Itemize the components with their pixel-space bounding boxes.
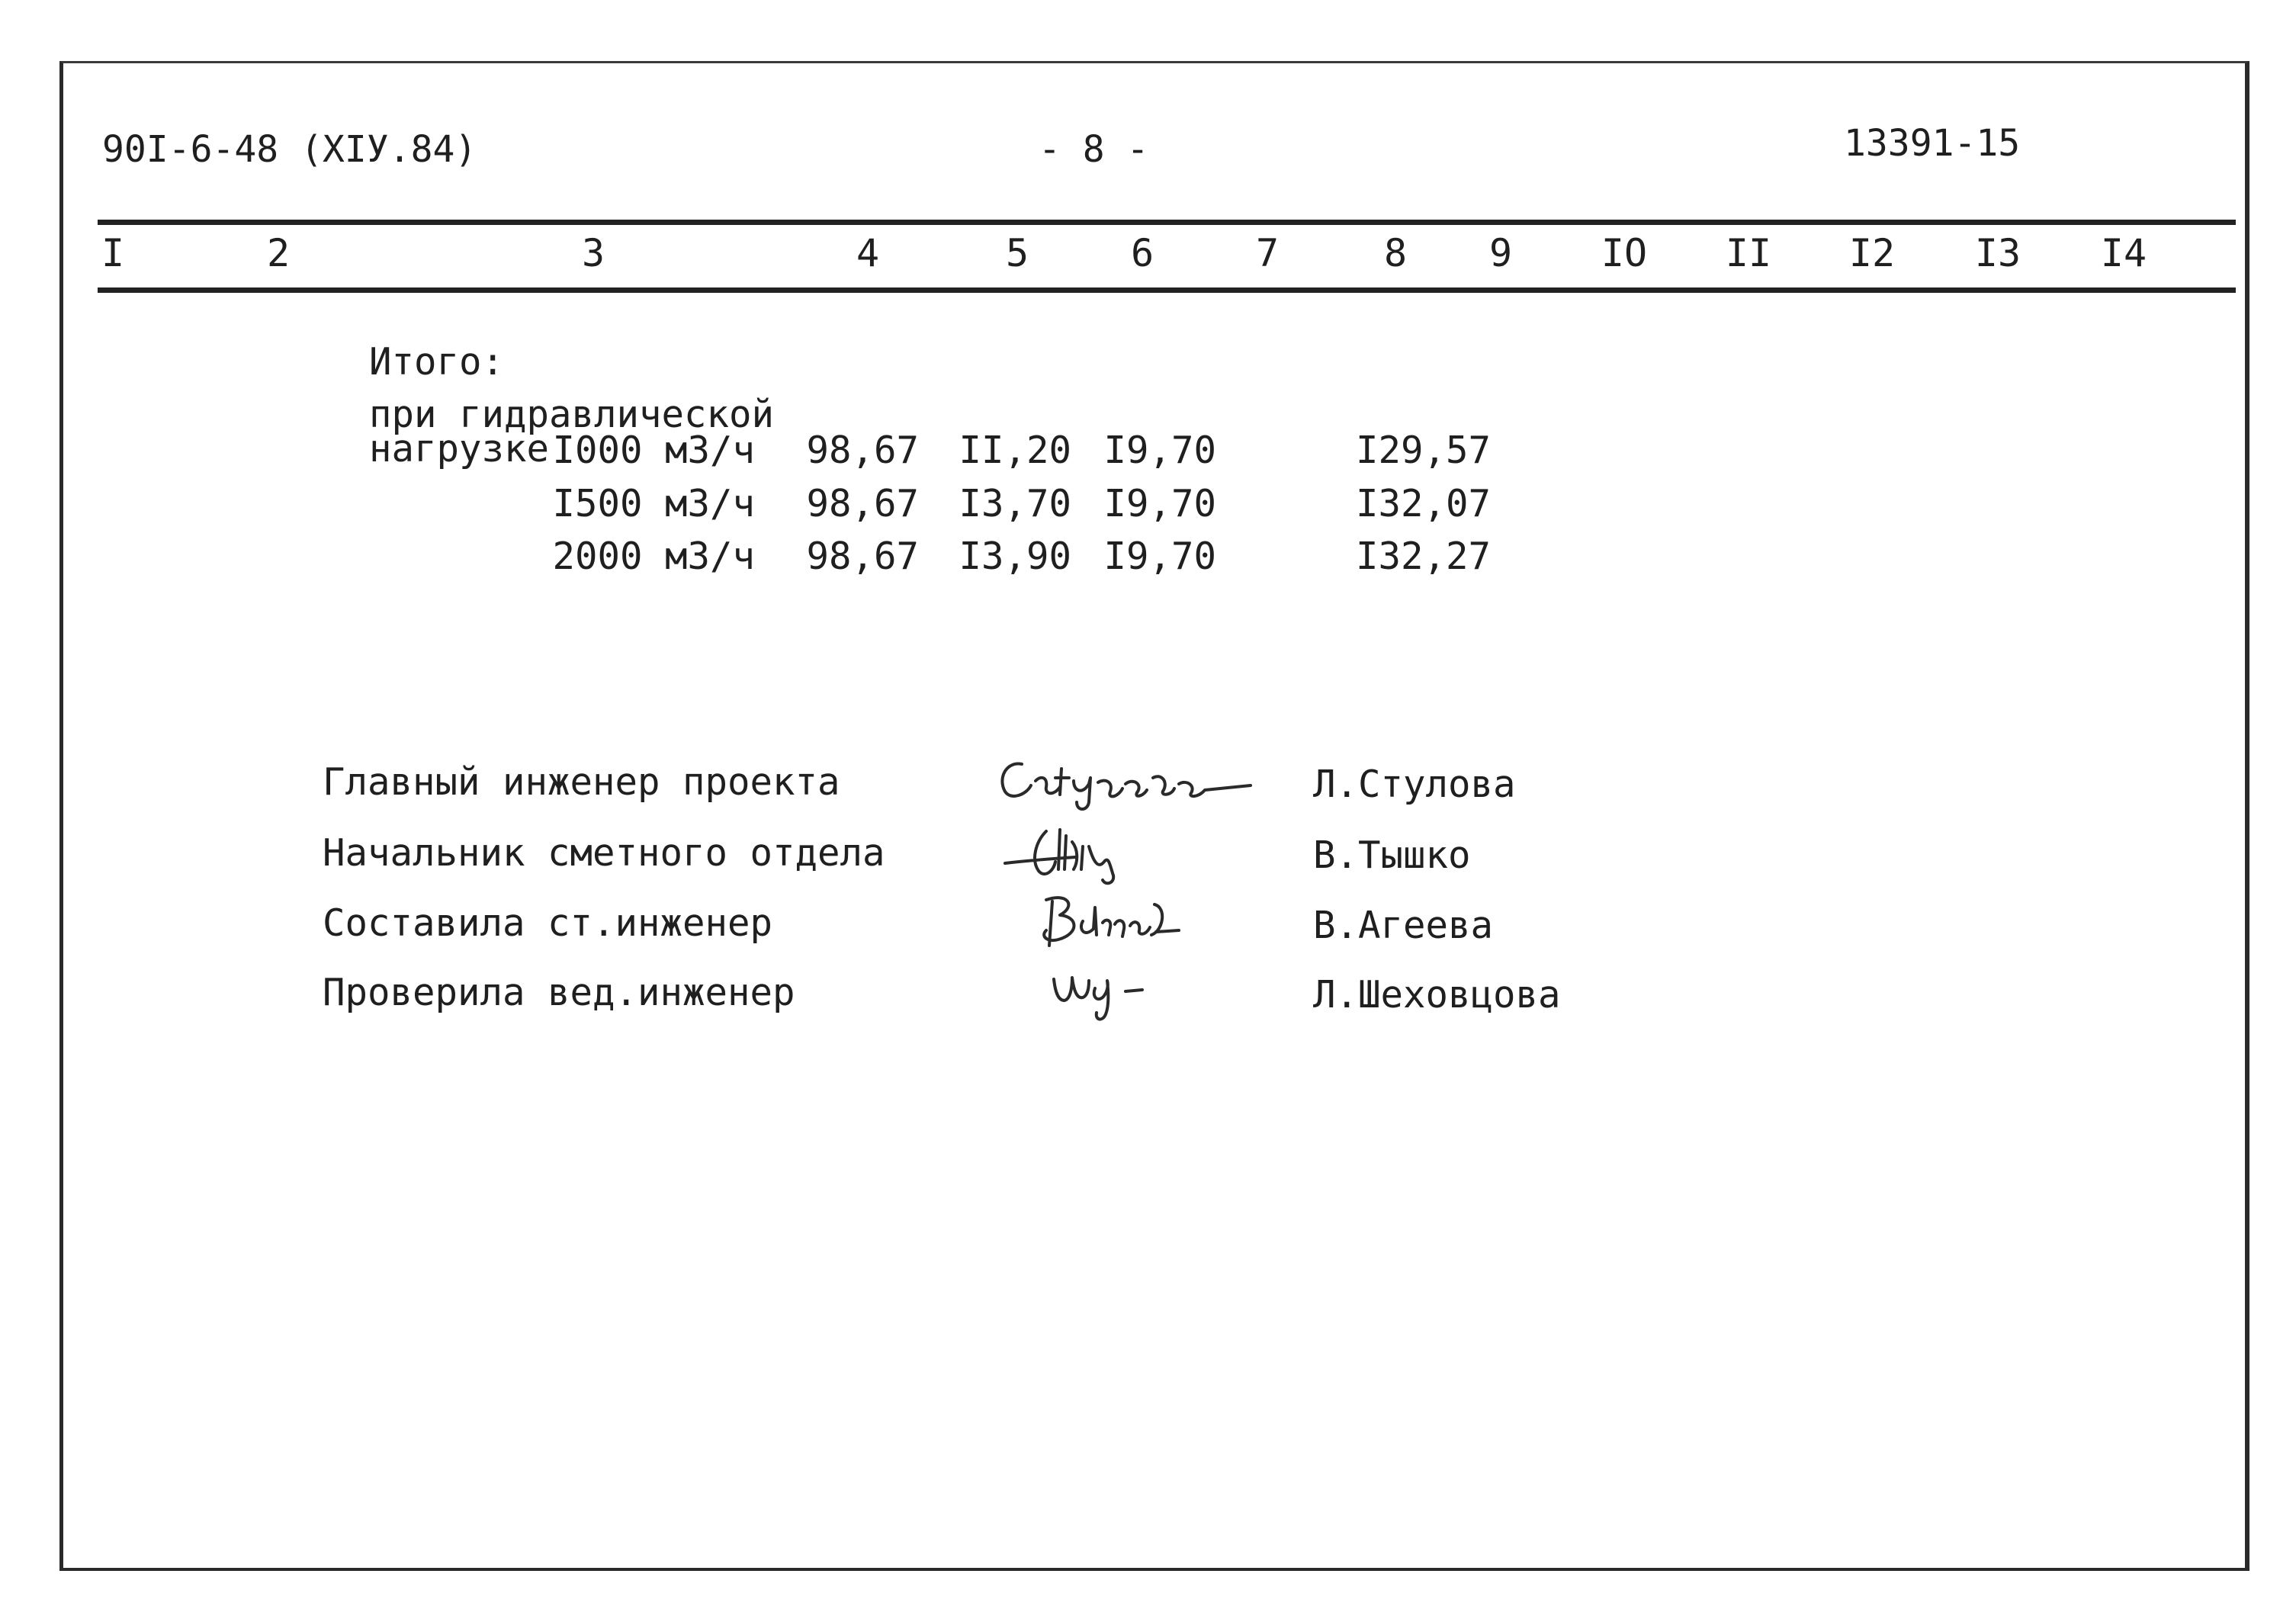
column-header-4: 4 (856, 231, 880, 275)
column-header-7: 7 (1255, 231, 1280, 275)
signatory-role: Проверила вед.инженер (323, 971, 795, 1014)
column-header-3: 3 (581, 231, 605, 275)
column-header-12: I2 (1848, 231, 1896, 275)
column-header-8: 8 (1383, 231, 1408, 275)
load-value: I000 м3/ч (552, 429, 755, 472)
column-header-1: I (101, 231, 125, 275)
row1-col8: I29,57 (1355, 429, 1491, 472)
document-number: 13391-15 (1844, 122, 2021, 165)
totals-title: Итого: (369, 340, 505, 384)
column-header-2: 2 (266, 231, 291, 275)
signatory-name: Л.Шеховцова (1313, 973, 1561, 1017)
column-header-5: 5 (1005, 231, 1029, 275)
signatory-role: Главный инженер проекта (323, 760, 840, 804)
header-bottom-rule (98, 287, 2236, 293)
header-top-rule (98, 220, 2236, 225)
column-header-6: 6 (1130, 231, 1154, 275)
signatory-name: В.Тышко (1313, 833, 1471, 877)
load-value: I500 м3/ч (552, 482, 755, 525)
totals-description-prefix: нагрузке (369, 427, 550, 471)
column-header-13: I3 (1974, 231, 2021, 275)
row3-col6: I9,70 (1103, 535, 1216, 578)
row2-col6: I9,70 (1103, 482, 1216, 525)
column-header-9: 9 (1488, 231, 1513, 275)
row2-col4: 98,67 (806, 482, 919, 525)
signatory-name: В.Агеева (1313, 904, 1494, 947)
signature-shekhovtsova (1045, 953, 1197, 1029)
signature-tyshko (999, 816, 1167, 892)
signatory-role: Составила ст.инженер (323, 901, 773, 945)
totals-description-line1: при гидравлической (369, 393, 775, 436)
row1-col4: 98,67 (806, 429, 919, 472)
column-header-10: IO (1601, 231, 1648, 275)
signature-ageeva (1029, 885, 1205, 961)
signature-stulova (991, 747, 1266, 816)
row1-col6: I9,70 (1103, 429, 1216, 472)
signatory-role: Начальник сметного отдела (323, 831, 885, 875)
row2-col8: I32,07 (1355, 482, 1491, 525)
row3-col4: 98,67 (806, 535, 919, 578)
document-code: 90I-6-48 (XIУ.84) (102, 128, 477, 171)
row3-col8: I32,27 (1355, 535, 1491, 578)
load-value: 2000 м3/ч (552, 535, 755, 578)
page-number: - 8 - (1039, 128, 1149, 171)
row3-col5: I3,90 (959, 535, 1071, 578)
column-header-14: I4 (2100, 231, 2147, 275)
row1-col5: II,20 (959, 429, 1071, 472)
signatory-name: Л.Стулова (1313, 763, 1516, 806)
column-header-11: II (1725, 231, 1772, 275)
row2-col5: I3,70 (959, 482, 1071, 525)
